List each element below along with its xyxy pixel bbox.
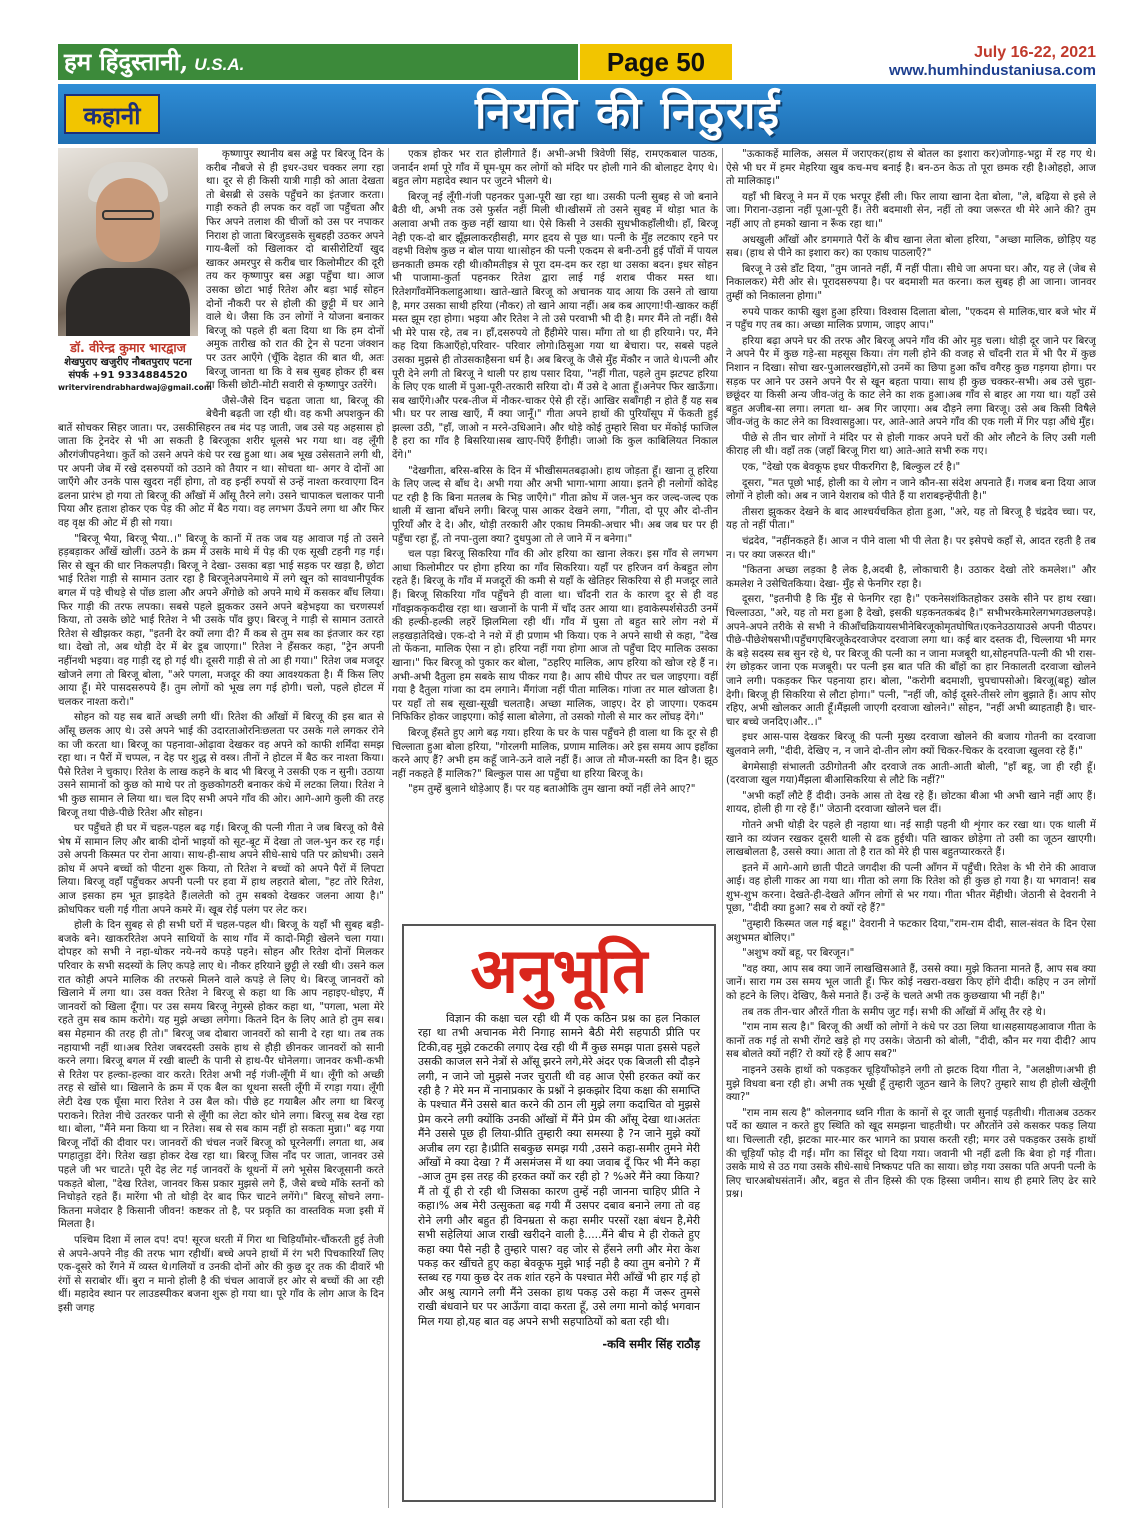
author-name: डॉ. वीरेन्द्र कुमार भारद्वाज <box>70 340 186 355</box>
anubhuti-box <box>402 924 716 1502</box>
paper-name: हम हिंदुस्तानी, <box>64 47 189 76</box>
paragraph: पश्चिम दिशा में लाल दप! दप! सूरज धरती में गिरा था चिड़ियाँमोर-चौंकरती हुई तेजी से अपने-अपने नीड़ की तरफ भाग रहीथीं। बच्चे अपने हाथों में रंग भरी पिचकारियाँ लिए एक-दूसरे को रँगने में व्यस्त थे।गलियों व उनकी दोनों ओर की कुछ दूर तक की दीवारें भी रंगों से सराबोर थीं। बुरा न मानो होली है की चंचल आवाजें हर ओर से बच्चों की आ रही थीं। महादेव स्थान पर लाउडस्पीकर बजना शुरू हो गया था। पूरे गाँव के लोग आज के दिन इसी जगह <box>58 1234 384 1314</box>
author-place: शेखपुराए खजुरीए नौबतपुराए पटना <box>64 357 192 368</box>
section-tag: कहानी <box>64 94 160 134</box>
paragraph: "राम नाम सत्य है" कोलनगाद ध्वनि गीता के कानों से दूर जाती सुनाई पड़तीथी। गीताअब उठकर पर्दे का ख्याल न करते हुए स्थिति को खूद समझना चाहतीथी। पर औरतोंने उसे कसकर पकड़ लिया था। चिल्लाती रही, झटका मार-मार कर भागने का प्रयास करती रही; मगर उसे पकड़कर उसके हाथों की चूड़ियाँ फोड़ दी गईं। माँग का सिंदूर धो दिया गया। जवानी भी नहीं ढली कि बेवा हो गई गीता। उसके माथे से उठ गया उसके सीधे-साधे निष्कपट पति का साया। छोड़ गया उसका पति अपनी पत्नी के लिए चारअबोधसंतानें। और, बहुत से तीन हिस्से की एक हिस्सा जमीन। साथ ही हमारे लिए ढेर सारे प्रश्न। <box>726 1107 1096 1201</box>
paragraph: "तुम्हारी किस्मत जल गई बहू।" देवरानी ने फटकार दिया,"राम-राम दीदी, साल-संवत के दिन ऐसा अशुभमत बोलिए।" <box>726 919 1096 944</box>
paragraph: दूसरा, "इतनीपी है कि मुँह से फेनगिर रहा है।" एकनेसशंकितहोकर उसके सीने पर हाथ रखा। चिल्लाउठा, "अरे, यह तो मरा हुआ है देखो, इसकी धड़कनतकबंद है।" सभीभरकेमारेलगभगउछलपड़े। अपने-अपने तरीके से सभी ने कीआँचक्रियायसभीनेबिरजूकोमृतघोषित।एकनेउठायाउसे अपनी पीठपर। पीछे-पीछेशेषसभी।पहुँचगएबिरजूकेदरवाजेपर दरवाजा लगा था। कई बार दस्तक दी, चिल्लाया भी मगर के बड़े सदस्य सब सुन रहे थे, पर बिरजू की पत्नी का न जाना मजबूरी था,सोहनपति-पत्नी की भी रास-रंग छोड़कर जाना एक मजबूरी। पर पत्नी इस बात पति की बाँहों का हार निकालती दरवाजा खोलने जाने लगी। पकड़कर फिर पहनाया हार। बोला, "करोगी बदमाशी, चुपचापसोओ। बिरजू(बहू) खोल देगी। बिरजू ही सिकरिया से लौटा होगा।" पत्नी, "नहीं जी, कोई दूसरे-तीसरे लोग बुझाते हैं। आप सोए रहिए, अभी खोलकर आती हूँ।मैंझली जाएगी दरवाजा खोलने।" सोहन, "नहीं अभी ब्याहताही है। चार- चार बच्चे जनदिए।और..।" <box>726 594 1096 728</box>
author-box <box>58 148 212 410</box>
author-contact: संपर्क +91 9334884520 <box>68 370 188 381</box>
paragraph: बिरजू नई लूँगी-गंजी पहनकर पुआ-पूरी खा रहा था। उसकी पत्नी सुबह से जो बनाने बैठी थी, अभी तक उसे फुर्सत नहीं मिली थी।खीसमें तो उसने सुबह में थोड़ा भात के अलावा अभी तक कुछ नहीं खाया था। ऐसे किसी ने उसकी सुधभीकहाँलीथी। हाँ, बिरजू नेही एक-दो बार झूँझलाकरहीसही, मगर हृदय से पूछ था। पत्नी के मुँह लटकाए रहने पर वहभी विशेष कुछ न बोल पाया था।सोहन की पत्नी एकदम से बनी-ठनी हुई पाँवों में पायल छनकाती छमक रही थी।कौमतीइत्र से पूरा दम-दम कर रहा था उसका बदन। इधर सोहन भी पाजामा-कुर्ता पहनकर रितेश द्वारा लाई गई शराब पीकर मस्त था।रितेशगाँवमेंनिकलाहुआथा। खाते-खाते बिरजू को अचानक याद आया कि उसने तो खाया है, मगर उसका साथी हरिया (नौकर) तो खाने आया नहीं। अब कब आएगा!पी-खाकर कहीं मस्त झूम रहा होगा। भइया और रितेश ने तो उसे परवाभी भी दी है। मगर मैंने तो नहीं। वैसे भी मेरे पास रहे, तब न। हाँ,दसरुपये तो हैंहीमेरे पास। माँगा तो था ही हरियाने। पर, मैंने कह दिया किआएँहो,परिवार- परिवार लोगो।ठिसुआ गया था बेचारा। पर, सबसे पहले उसका मुझसे ही तोउसकाहैसना धर्म है। अब बिरजू के जैसे मुँह मेंकौर न जाते थे।पत्नी और पूरी देने लगी तो बिरजू ने थाली पर हाथ पसार दिया, "नहीं गीता, पहले तुम झटपट हरिया के लिए एक थाली में पुआ-पूरी-तरकारी सरिया दो। मैं उसे दे आता हूँ।अनेपर फिर खाऊँगा। सब खाएँगे।और परब-तीज में नौकर-चाकर ऐसे ही रहें। आखिर सबाँगही न होते हैं यह सब भी। घर पर लाख खाएँ, मैं क्या जानूँ।" गीता अपने हाथों की पुरियाँसूप में फेंकती हुई झल्ला उठी, "हाँ, जाओ न मरने-उधिआने। और थोड़े कोई तुम्हारे सिवा घर मेंकोई फाजिल है हरा का गाँव है बिसरिया।सब खाए-पिएँ हैंगीही। जाओ कि कुल काबिलियत निकाल देंगे।" <box>392 191 718 462</box>
paragraph: नाइनने उसके हाथों को पकड़कर चूड़ियाँफोड़ने लगी तो झटक दिया गीता ने, "अलक्षीण।अभी ही मुझे विधवा बना रही हो। अभी तक भूखी हूँ तुम्हारी जूठन खाने के लिए? तुम्हारे साथ ही होली खेलूँगी क्या?" <box>726 1065 1096 1104</box>
story-banner <box>58 84 1096 144</box>
website-link[interactable]: www.humhindustaniusa.com <box>889 62 1096 79</box>
issue-info <box>766 44 1096 80</box>
paragraph: यहाँ भी बिरजू ने मन में एक भरपूर हँसी ली। फिर लाया खाना देता बोला, "ले, बढ़िया से इसे ले जा। गिराना-उड़ाना नहीं पूआ-पूरी हैं। तेरी बदमाशी सेन, नहीं तो क्या जरूरत थी मेरे आने की? तुम नहीं आए तो हमको खाना न रूँक रहा था।" <box>726 191 1096 230</box>
paragraph: जैसे-जैसे दिन चढ़ता जाता था, बिरजू की बेचैनी बढ़ती जा रही थी। वह कभी अपशकुन की बातें सोचकर सिहर जाता। पर, उसकीसिहरन तब मंद पड़ जाती, जब उसे यह अहसास हो जाता कि ट्रेनदेर से भी आ सकती है बिरजूका शरीर धूलसे भर गया था। वह लूँगी औरगंजीपहनेथा। कुर्ते को उसने अपने कंधे पर रख हुआ था। अब भूख उसेसताने लगी थी, पर अपनी जेब में रखे दसरुपयों को उठाने को तैयार न था। सोचता था- अगर वे दोनों आ जाएँगे और उनके पास खुदरा नहीं होगा, तो वह इन्हीं रुपयों से उन्हें नाश्ता करवाएगा दिन ढलना प्रारंभ हो गया तो बिरजू की आँखों में आँसू तैरने लगे। उसने चापाकल चलाकर पानी पिया और हताश होकर एक पेड़ की ओट में बैठ गया। वह लगभग ऊँघने लगा था और फिर वह वृक्ष की ओट में ही सो गया। <box>58 395 384 530</box>
paragraph: एकत्र होकर भर रात होलीगाते हैं। अभी-अभी त्रिवेणी सिंह, रामएकबाल पाठक, जनार्दन शर्मा पूरे गाँव में घूम-घूम कर लोगों को मंदिर पर होली गाने की बोलाहट देगए थे। बहुत लोग महादेव स्थान पर जुटने भीलगे थे। <box>392 149 718 188</box>
paragraph: हरिया बढ़ा अपने घर की तरफ और बिरजू अपने गाँव की ओर मुड़ चला। थोड़ी दूर जाने पर बिरजू ने अपने पैर में कुछ गड़े-सा महसूस किया। तंग गली होने की वजह से चाँदनी रात में भी पैर में कुछ निशान न दिखा। सोचा खर-पुआलरखहोंगे,सो उनमें का छिपा हुआ काँच वगैरह कुछ गड़गया होगा। पर सड़क पर आने पर उसने अपने पैर से खून बहता पाया। साथ ही कुछ चक्कर-सभी। अब उसे चुहा-छछूंदर या किसी अन्य जीव-जंतु के काट लेने का शक हुआ।अब गाँव से बाहर आ गया था। यहाँ उसे बहुत अजीब-सा लगा। लगता था- अब गिर जाएगा। अब दौड़ने लगा बिरजू। उसे अब किसी विषैले जीव-जंतु के काट लेने का विश्वासहुआ। पर, आते-आते अपने गाँव की एक गली में गिर पड़ा औंधे मुँह। <box>726 335 1096 429</box>
paragraph: होली के दिन सुबह से ही सभी घरों में चहल-पहल थी। बिरजू के यहाँ भी सुबह बड़ी-बजके बने। खाकररितेश अपने साथियों के साथ गाँव में कादो-मिट्टी खेलने चला गया। दोपहर को सभी ने नहा-धोकर नये-नये कपड़े पहने। सोहन और रितेश दोनों मिलकर परिवार के सभी सदस्यों के लिए कपड़े लाए थे। नौकर हरियाने छुट्टी ले रखी थी। उसने कल रात कोही अपने मालिक की तरफसे मिलने वाले कपड़े ले लिए थे। बिरजू जानवरों को खिलाने में लगा था। उस वक्त रितेश ने बिरजू से कहा था कि आप नहाइए-धोइए, मैं जानवरों को खिला दूँगा। पर उस समय बिरजू नेगुस्से होकर कहा था, "पगला, भला मेरे रहते तुम सब काम करोगे। यह मुझे अच्छा लगेगा। कितने दिन के लिए आते हो तुम सब। बस मेहमान की तरह ही तो।" बिरजू जब दोबारा जानवरों को सानी दे रहा था। तब तक नहायाभी नहीं था।अब रितेश जबरदस्ती उसके हाथ से हौड़ी छीनकर जानवरों को सानी करने लगा। बिरजू बगल में रखी बाल्टी के पानी से हाथ-पैर धोनेलगा। जानवर कभी-कभी से रितेश पर हल्का-हल्का वार करते। रितेश अभी नई गंजी-लूँगी में था। लूँगी को अच्छी तरह से खोंसे था। खिलाने के क्रम में एक बैल का थूथना सस्ती लूँगी में रगड़ा गया। लूँगी लेटी देख एक घूँसा मारा रितेश ने उस बैल को। पीछे हट गयाबैल और लगा था बिरजू पराकने। रितेश नीचे उतरकर पानी से लूँगी का लेटा कोर धोने लगा। बिरजू सब देख रहा था। बोला, "मैंने मना किया था न रितेश। सब से सब काम नहीं हो सकता मुन्ना।" बढ़ गया बिरजू नाँदों की दीवार पर। जानवरों की चंचल नजरें बिरजू को घूरनेलगीं। लगता था, अब पगहातुड़ा देंगे। रितेश खड़ा होकर देख रहा था। बिरजू जिस नाँद पर जाता, जानवर उसे पहले जी भर चाटते। पूरी देह लेट गई जानवरों के थूथनों में लगे भूसेस बिरजूसानी करते पकड़ते बोला, "देख रितेश, जानवर किस प्रकार मुझसे लगे हैं, जैसे बच्चे माँके स्तनों को निचोड़ते रहते हैं। मारेंगा भी तो थोड़ी देर बाद फिर चाटने लगेंगे।" बिरजू सोचने लगा- कितना मजेदार है किसानी जीवन! कष्टकर तो है, पर प्रकृति का वास्तविक मजा इसी में मिलता है। <box>58 920 384 1231</box>
paragraph: "अभी कहाँ लौटे हैं दीदी। उनके आस तो देख रहे हैं। छोटका बीआ भी अभी खाने नहीं आए हैं। शायद, होली ही गा रहे हैं।" जेठानी दरवाजा खोलने चल दीं। <box>726 790 1096 816</box>
paragraph: गोतने अभी थोड़ी देर पहले ही नहाया था। नई साड़ी पहनी थी शृंगार कर रखा था। एक थाली में खाने का व्यंजन रखकर दूसरी थाली से ढक हुईथी। पति खाकर छोड़ेगा तो उसी का जूठन खाएगी। लाखबोलता है, उससे क्या। आता तो है रात को मेरे ही पास बहुतप्यारकरते हैं। <box>726 819 1096 859</box>
paragraph: एक, "देखो एक बेवकूफ इधर पीकरगिरा है, बिल्कुल टर्र है।" <box>742 462 961 474</box>
paragraph: बिरजू ने उसे डाँट दिया, "तुम जानते नहीं, मैं नहीं पीता। सीधे जा अपना घर। और, यह ले (जेब से निकालकर) मेरी ओर से। पूरादसरुपया है। पर बदमाशी मत करना। कल सुबह ही आ जाना। जानवर तुम्हीं को निकालना होगा।" <box>726 263 1096 302</box>
anubhuti-signature: -कवि समीर सिंह राठौड़ <box>602 1336 700 1351</box>
paragraph: "वह क्या, आप सब क्या जानें लाखखिसआते हैं, उससे क्या। मुझे कितना मानते हैं, आप सब क्या जानें। सारा गम उस समय भूल जाती हूँ। फिर कोई नखरा-वखरा किए होंगे दीदी। कहिए न उन लोगों को हटने के लिए। देखिए, कैसे मनाते हैं। उन्हें के चलते अभी तक कुछखाया भी नहीं है।" <box>726 963 1096 1003</box>
author-email[interactable]: writervirendrabhardwaj@gmail.com <box>58 383 212 392</box>
story-title: नियति की निठुराई <box>474 88 781 139</box>
page-number: Page 50 <box>580 44 732 80</box>
paragraph: "ऊकाकहें मालिक, असल में जराएकर(हाथ से बोतल का इशारा कर)जोगाड़-भट्ठा में रह गए थे। ऐसे भी घर में हमर मेहरिया खुब कच-मच बनाई है। बन-ठन केऊ तो पूरा छमक रही है।ओहहो, आज तो मालिकाइ।" <box>726 149 1096 188</box>
paragraph: तीसरा झुककर देखने के बाद आश्चर्यचकित होता हुआ, "अरे, यह तो बिरजू है चंद्रदेव च्चा। पर, यह तो नहीं पीता।" <box>726 506 1096 532</box>
paragraph: विज्ञान की कक्षा चल रही थी मैं एक कठिन प्रश्न का हल निकाल रहा था तभी अचानक मेरी निगाह सामने बैठी मेरी सहपाठी प्रीति पर टिकी,वह मुझे टकटकी लगाए देख रही थी मैं कुछ समझ पाता इससे पहले उसकी काजल सने नेत्रों से आँसू झरने लगे,मेरे अंदर एक बिजली सी दौड़ने लगी, न जाने जो मुझसे नजर चुराती थी वह आज ऐसी हरकत क्यों कर रही है ? मेरे मन में नानाप्रकार के प्रश्नों ने झकझोर दिया कक्षा की समाप्ति के पश्चात मैंने उससे बात करने की ठान ली मुझे लगा कदाचित वो मुझसे प्रेम करने लगी क्योंकि उनकी आँखों में मैंने प्रेम की आँसू देखा था।अतंतः मैंने उससे पूछ ही लिया-प्रीति तुम्हारी क्या समस्या है ?न जाने मुझे क्यों अजीब लग रहा है।प्रीति सबकुछ समझ गयी ,उसने कहा-समीर तुमने मेरी आँखों मे क्या देखा ? मैं असमंजस में था क्या जवाब दूँ फिर भी मैंने कहा -आज तुम इस तरह की हरकत क्यों कर रही हो ? %अरे मैंने क्या किया? मैं तो यूँ ही रो रही थी जिसका कारण तुम्हें नही जानना चाहिए प्रीति ने कहा।% अब मेरी उत्सुकता बढ़ गयी मैं उसपर दबाव बनाने लगा तो वह रोने लगी और बहुत ही विनम्रता से कहा समीर परसों रक्षा बंधन है,मेरी सभी सहेलियां आज राखी खरीदने वाली है.....मैंने बीच मे ही रोकते हुए कहा क्या पैसे नही है तुम्हारे पास? वह जोर से हँसने लगी और मेरा केश पकड़ कर खींचते हुए कहा बेवकूफ मुझे भाई नही है क्या तुम बनोगे ? मैं स्तब्ध रह गया कुछ देर तक शांत रहने के पश्चात मेरी आँखें भी हार गई हो और अश्रु त्यागने लगी मैंने उसका हाथ पकड़ उसे कहा मैं जरूर तुमसे राखी बंधवाने घर पर आऊँगा वादा करता हूँ, उसे लगा मानो कोई भगवान मिल गया हो,यह बात वह अपने सभी सहपाठियों को बता रही थी। <box>418 1012 700 1328</box>
paragraph: रुपये पाकर काफी खुश हुआ हरिया। विश्वास दिलाता बोला, "एकदम से मालिक,चार बजे भोर में न पहुँच गए तब का। अच्छा मालिक प्रणाम, जाइए आप।" <box>726 306 1096 332</box>
paragraph: "हम तुम्हें बुलाने थोड़ेआए हैं। पर यह बताओकि तुम खाना क्यों नहीं लेने आए?" <box>408 784 696 796</box>
paragraph: घर पहुँचते ही घर में चहल-पहल बढ़ गई। बिरजू की पत्नी गीता ने जब बिरजू को वैसे भेष में सामान लिए और बाकी दोनों भाइयों को सूट-बूट में देखा तो जल-भुन कर रह गई। उसे अपनी किस्मत पर रोना आया। साथ-ही-साथ अपने सीधे-साधे पति पर क्रोधभी। उसने क्रोध में अपने बच्चों को पीटना शुरू किया, तो रितेश ने बच्चों को अपने पैरों में लिपटा लिया। बिरजू वहाँ पहुँचकर अपनी पत्नी पर हवा में हाथ लहराते बोला, "हट तोरे रितेश, आज इसका हम भूत झाड़देते हैं।ललेती को तुम सबको देखकर जलना आया है।" क्रोधपिकर चली गई गीता अपने कमरे में। खूब रोई पलंग पर लेट कर। <box>58 823 384 916</box>
paragraph: "बिरजू भैया, बिरजू भैया..।" बिरजू के कानों में तक जब यह आवाज गई तो उसने हड़बड़ाकर आँखें खोलीं। उठने के क्रम में उसके माथे में पेड़ की एक सूखी टहनी गड़ गई। सिर से खून की धार निकलपड़ी। बिरजू ने देखा- उसका बड़ा भाई सड़क पर खड़ा है, छोटा भाई रितेश गाड़ी से सामान उतार रहा है बिरजूनेअपनेमाथे में लगे खून को सावधानीपूर्वक बगल में पड़े चीथड़े से पोंछ डाला और अपने अँगोछे को अपने माथे में कसकर बाँध लिया। फिर गाड़ी की तरफ लपका। सबसे पहले झुककर उसने अपने बड़ेभइया का चरणस्पर्श किया, तो उसके छोटे भाई रितेश ने भी उसके पाँव छुए। बिरजू ने गाड़ी से सामान उतारते रितेश से खीझकर कहा, "इतनी देर क्यों लगा दी? मैं कब से तुम सब का इंतजार कर रहा था। देखो तो, अब थोड़ी देर में बेर डूब जाएगा।" रितेश ने हँसकर कहा, "ट्रेन अपनी नहींनथी भइया। वह गाड़ी रद्द हो गई थी। दूसरी गाड़ी से तो आ ही गया।" रितेश जब मजदूर खोजने लगा तो बिरजू बोला, "अरे पगला, मजदूर की क्या आवश्यकता है। मैं किस लिए आया हूँ। मेरे पासदसरुपये हैं। तुम लोगों को भूख लग गई होगी। चलो, पहले होटल में चलकर नाश्ता करो।" <box>58 533 384 708</box>
anubhuti-text <box>418 1012 700 1329</box>
paragraph: अधखुली आँखों और डगमगाते पैरों के बीच खाना लेता बोला हरिया, "अच्छा मालिक, छोड़िए यह सब। (हाथ से पीने का इशारा कर) का एकाध पाठलाएँ?" <box>726 234 1096 260</box>
paragraph: चंद्रदेव, "नहींनकहते हैं। आज न पीने वाला भी पी लेता है। पर इसेपचे कहाँ से, आदत रहती है तब न। पर क्या जरूरत थी।" <box>726 536 1096 561</box>
issue-date: July 16-22, 2021 <box>974 44 1096 61</box>
story-column-3 <box>726 148 1096 1508</box>
paragraph: इतने में आगे-आगे छाती पीटते जगदीश की पत्नी आँगन में पहुँची। रितेश के भी रोने की आवाज आई। वह होली गाकर आ गया था। गीता को लगा कि रितेश को ही कुछ हो गया है। या भगवान! सब शुभ-शुभ करना। देखते-ही-देखते आँगन लोगों से भर गया। गीता भीतर मेंहीथी। जेठानी से देवरानी ने पूछा, "दीदी क्या हुआ? सब रो क्यों रहे हैं?" <box>726 862 1096 915</box>
paragraph: तब तक तीन-चार औरतें गीता के समीप जुट गईं। सभी की आँखों में आँसू तैर रहे थे। <box>742 1006 1046 1018</box>
paragraph: "देखगीता, बरिस-बरिस के दिन में भीखीसमतबढ़ाओ। हाथ जोड़ता हूँ। खाना तू हरिया के लिए जल्द से बाँध दे। अभी गया और अभी भागा-भागा आया। इतने ही नलोगों कोदेह पट रही है कि बिना मतलब के भिड़ जाएँगे।" गीता क्रोध में जल-भुन कर जल्द-जल्द एक थाली में खाना बाँधने लगी। बिरजू पास आकर देखने लगा, "गीता, दो पूए और दो-तीन पूरियाँ और दे दे। और, थोड़ी तरकारी और एकाध निमकी-अचार भी। अब जब घर पर ही पहुँचा रहा हूँ, तो नपा-तुला क्या? दुधपुआ तो ले जाने में न बनेगा।" <box>392 465 718 545</box>
paragraph: सोहन को यह सब बातें अच्छी लगी थीं। रितेश की आँखों में बिरजू की इस बात से आँसू छलक आए थे। उसे अपने भाई की उदारताओरनिःछलता पर उसके गले लगकर रोने का जी करता था। बिरजू का पहनावा-ओढ़ावा देखकर वह अपने को काफी शर्मिंदा समझ रहा था। न पैरों में चप्पल, न देह पर शुद्ध से वस्त्र। तीनों ने होटल में बैठ कर नाश्ता किया। पैसे रितेश ने चुकाए। रितेश के लाख कहने के बाद भी बिरजू ने उसकी एक न सुनी। उठाया उसने सामानों को कुछ को माथे पर तो कुछकोगठरी बनाकर कंधे में लटका लिया। रितेश ने भी कुछ सामान ले लिया था। चल दिए सभी अपने गाँव की ओर। आगे-आगे कुली की तरह बिरजू तथा पीछे-पीछे रितेश और सोहन। <box>58 712 384 819</box>
masthead <box>58 44 578 80</box>
paragraph: चल पड़ा बिरजू सिकरिया गाँव की ओर हरिया का खाना लेकर। इस गाँव से लगभग आधा किलोमीटर पर होगा हरिया का गाँव सिकरिया। यहाँ पर हरिजन वर्ग केबहुत लोग रहते हैं। बिरजू के गाँव में मजदूरों की कमी से यहाँ के खेतिहर सिकरिया से ही मजदूर लाते हैं। बिरजू सिकरिया गाँव पहुँचने ही वाला था। चाँदनी रात के कारण दूर से ही वह गाँवझककृकदीख रहा था। खजानों के पानी में चाँद उतर आया था। हवाकेस्पर्शसेउठी उनमें की हल्की-हल्की लहरें झिलमिला रही थीं। गाँव में घुसा तो बहुत सारे लोग नशे में लड़खड़ातेदिखे। एक-दो ने नशे में ही प्रणाम भी किया। एक ने अपने साथी से कहा, "देख तो फेंकना, मालिक ऐसा न हो। हरिया नहीं गया होगा आज तो पहुँचा दिए मालिक उसका खाना।" फिर बिरजू को पुकार कर बोला, "ठहरिए मालिक, आप हरिया को खोज रहे हैं न। अभी-अभी दैतुला हम सबके साथ पीकर गया है। आप सीधे पीपर तर चल जाइएगा। वहीं गया है दैतुला गांजा का दम लगाने। मैंगांजा नहीं पीता मालिक। गांजा तर माल खोजता है। पर यहाँ तो सब सूखा-सूखी चलताहै। अच्छा मालिक, जाइए। देर हो जाएगा। एकदम निफिकिर होकर जाइएगा। कोई साला बोलेगा, तो उसको गोली से मार कर लोंघड़ देंगे।" <box>392 549 718 724</box>
paragraph: "कितना अच्छा लड़का है लेक है,अदबी है, लोकाचारी है। उठाकर देखो तोरे कमलेश।" और कमलेश ने उसेचितकिया। देखा- मुँह से फेनगिर रहा है। <box>726 565 1096 590</box>
paragraph: "राम नाम सत्य है।" बिरजू की अर्थी को लोगों ने कंधे पर उठा लिया था।सहसायहआवाज गीता के कानों तक गई तो सभी रोंगटे खड़े हो गए उसके। जेठानी को बोली, "दीदी, कौन मर गया दीदी? आप सब बोलते क्यों नहीं? रो क्यों रहे हैं आप सब?" <box>726 1022 1096 1061</box>
story-column-2 <box>392 148 718 908</box>
author-photo <box>58 148 198 336</box>
paragraph: बेगमेसाड़ी संभालती उठीगोतनी और दरवाजे तक आती-आती बोली, "हाँ बहू, जा ही रही हूँ।(दरवाजा खुल गया)मैंझला बीआसिकरिया से लौटे कि नहीं?" <box>726 761 1096 787</box>
paragraph: "अशुभ क्यों बहू, पर बिरजून।" <box>742 948 855 960</box>
column-divider <box>388 148 389 1508</box>
paragraph: पीछे से तीन चार लोगों ने मंदिर पर से होली गाकर अपने घरों की ओर लौटने के लिए उसी गली कीराह ली थी। वहाँ तक (जहाँ बिरजू गिरा था) आते-आते सभी रुक गए। <box>726 432 1096 458</box>
page-header <box>58 44 1096 80</box>
paragraph: दूसरा, "मत पूछो भाई, होली का ये लोग न जाने कौन-सा संदेश अपनाते हैं। गजब बना दिया आज लोगों ने होली को। अब न जाने येशराब को पीते हैं या शराबइन्हेंपीती है।" <box>726 477 1096 503</box>
paper-usa: U.S.A. <box>194 55 245 74</box>
paragraph: इधर आस-पास देखकर बिरजू की पत्नी मुख्य दरवाजा खोलने की बजाय गोतनी का दरवाजा खुलवाने लगी, "दीदी, देखिए न, न जाने दो-तीन लोग क्यों चिकर-चिकर के दरवाजा खुलवा रहे हैं।" <box>726 732 1096 757</box>
anubhuti-title: अनुभूति <box>470 934 648 1007</box>
story-column-1 <box>58 148 384 1508</box>
column-divider <box>722 148 723 1508</box>
paragraph: कृष्णापुर स्थानीय बस अड्डे पर बिरजू दिन के करीब नौबजे से ही इधर-उधर चक्कर लगा रहा था। दूर से ही किसी यात्री गाड़ी को आता देखता तो बेसब्री से उसके पहुँचने का इंतजार करता। गाड़ी रुकते ही लपक कर वहाँ जा पहुँचता और फिर अपने तलाश की चीजों को उस पर नपाकर निराश हो जाता बिरजुडसके सुबहही उठकर अपने गाय-बैलों को खिलाकर दो बासीरोटियाँ खुद खाकर अमरपुर से करीब चार किलोमीटर की दूरी तय कर कृष्णापुर बस अड्डा पहुँचा था। आज उसका छोटा भाई रितेश और बड़ा भाई सोहन दोनों नौकरी पर से होली की छुट्टी में घर आने वाले थे। जैसा कि उन लोगों ने योजना बनाकर बिरजू को पहले ही बता दिया था कि हम दोनों अमुक तारीख को रात की ट्रेन से पटना जंक्शन पर उतर आएँगे (चूँकि देहात की बात थी, अतः बिरजू जानता था कि वे सब सुबह होकर ही बस या किसी छोटी-मोटी सवारी से कृष्णापुर उतरेंगे। <box>206 149 384 392</box>
paragraph: बिरजू हँसते हुए आगे बढ़ गया। हरिया के घर के पास पहुँचने ही वाला था कि दूर से ही चिल्लाता हुआ बोला हरिया, "गोरलगी मालिक, प्रणाम मालिक। अरे इस समय आप इहाँका करने आए हैं? अभी हम कहूँ जाने-ऊने वाले नहीं हैं। आज तो मौज-मस्ती का दिन है। झूठ नहीं नकहते हैं मालिक?" बिल्कुल पास आ पहुँचा था हरिया बिरजू के। <box>392 727 718 780</box>
